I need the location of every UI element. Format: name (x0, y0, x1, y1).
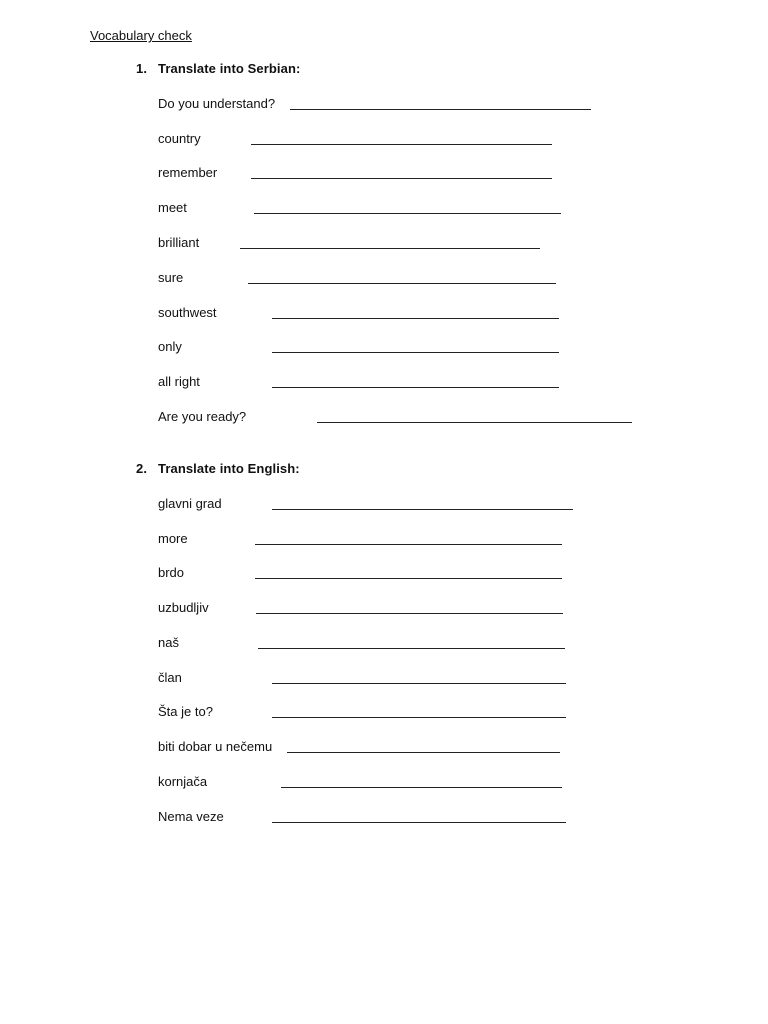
vocab-word: more (158, 531, 188, 546)
answer-blank[interactable] (287, 752, 560, 753)
list-item (0, 374, 768, 392)
section-2-heading (136, 461, 300, 476)
answer-blank[interactable] (272, 683, 566, 684)
list-item (0, 809, 768, 827)
list-item (0, 739, 768, 757)
list-item (0, 131, 768, 149)
answer-blank[interactable] (272, 509, 573, 510)
vocab-word: meet (158, 200, 187, 215)
vocab-word: Are you ready? (158, 409, 247, 424)
section-1-number: 1. (136, 61, 148, 76)
section-1-title: Translate into Serbian: (158, 61, 301, 76)
list-item (0, 600, 768, 618)
list-item (0, 774, 768, 792)
answer-blank[interactable] (290, 109, 591, 110)
answer-blank[interactable] (281, 787, 562, 788)
section-1-heading (136, 61, 300, 76)
answer-blank[interactable] (255, 544, 562, 545)
list-item (0, 200, 768, 218)
answer-blank[interactable] (251, 144, 552, 145)
answer-blank[interactable] (272, 717, 566, 718)
answer-blank[interactable] (255, 578, 562, 579)
list-item (0, 96, 768, 114)
answer-blank[interactable] (272, 822, 566, 823)
vocab-word: sure (158, 270, 184, 285)
vocab-word: brilliant (158, 235, 200, 250)
answer-blank[interactable] (240, 248, 540, 249)
list-item (0, 704, 768, 722)
list-item (0, 496, 768, 514)
list-item (0, 409, 768, 427)
vocab-word: Šta je to? (158, 704, 213, 719)
answer-blank[interactable] (256, 613, 563, 614)
answer-blank[interactable] (258, 648, 565, 649)
vocab-word: naš (158, 635, 179, 650)
vocab-word: član (158, 670, 182, 685)
list-item (0, 235, 768, 253)
vocab-word: country (158, 131, 201, 146)
vocab-word: only (158, 339, 182, 354)
list-item (0, 565, 768, 583)
section-2-number: 2. (136, 461, 148, 476)
list-item (0, 270, 768, 288)
vocab-word: kornjača (158, 774, 208, 789)
list-item (0, 339, 768, 357)
vocab-word: all right (158, 374, 200, 389)
vocab-word: remember (158, 165, 218, 180)
list-item (0, 531, 768, 549)
vocab-word: southwest (158, 305, 217, 320)
answer-blank[interactable] (254, 213, 561, 214)
answer-blank[interactable] (317, 422, 632, 423)
vocab-word: brdo (158, 565, 185, 580)
list-item (0, 165, 768, 183)
answer-blank[interactable] (272, 352, 559, 353)
list-item (0, 670, 768, 688)
answer-blank[interactable] (272, 387, 559, 388)
vocab-word: glavni grad (158, 496, 222, 511)
list-item (0, 305, 768, 323)
answer-blank[interactable] (272, 318, 559, 319)
vocab-word: uzbudljiv (158, 600, 209, 615)
answer-blank[interactable] (251, 178, 552, 179)
vocab-word: Do you understand? (158, 96, 276, 111)
worksheet-title: Vocabulary check (90, 28, 192, 43)
list-item (0, 635, 768, 653)
vocab-word: biti dobar u nečemu (158, 739, 273, 754)
answer-blank[interactable] (248, 283, 556, 284)
vocab-word: Nema veze (158, 809, 224, 824)
section-2-title: Translate into English: (158, 461, 300, 476)
